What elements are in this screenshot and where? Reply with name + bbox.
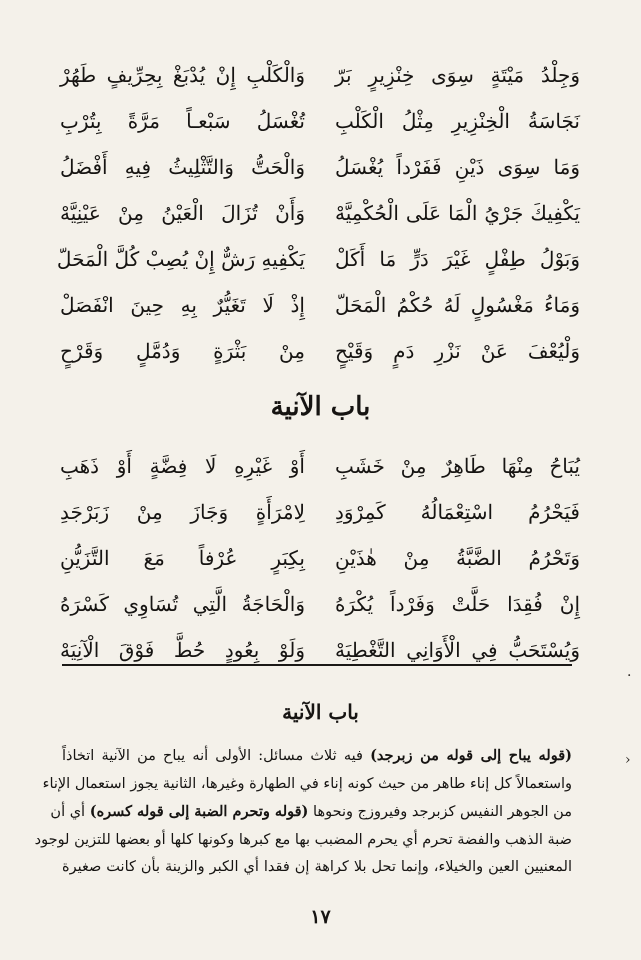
margin-mark: ·	[627, 668, 632, 684]
commentary-heading: باب الآنية	[282, 700, 359, 724]
verse-row	[60, 144, 580, 190]
verse-hemistich-right: إِنْ فُقِدَا حَلَّتْ وَفَرْداً يُكْرَهُ	[335, 592, 580, 616]
verse-hemistich-right: وَبَوْلُ طِفْلٍ غَيْرَ دَرٍّ مَا أَكَلْ	[335, 247, 580, 271]
verse-hemistich-right: وَيُسْتَحَبُّ فِي الْأَوَانِي التَّغْطِيَهْ	[335, 638, 580, 662]
verse-hemistich-right: يَكْفِيكَ جَرْيُ الْمَا عَلَى الْحُكْمِيَّهْ	[335, 201, 580, 225]
commentary-text	[34, 742, 572, 882]
verse-hemistich-right: وَمَا سِوَى ذَيْنِ فَفَرْداً يُغْسَلُ	[335, 155, 580, 179]
verse-hemistich-left: إِذْ لَا تَغَيُّرٌ بِهِ حِينَ انْفَصَلْ	[60, 293, 305, 317]
verse-block-1	[56, 52, 580, 374]
verse-row	[60, 627, 580, 673]
verse-row	[60, 190, 580, 236]
verse-hemistich-left: وَالْحَتُّ وَالتَّثْلِيثُ فِيهِ أَفْضَلُ	[60, 155, 305, 179]
verse-row	[60, 282, 580, 328]
verse-hemistich-left: لِامْرَأَةٍ وَجَازَ مِنْ زَبَرْجَدِ	[60, 500, 305, 524]
verse-hemistich-right: وَمَاءُ مَغْسُولٍ لَهُ حُكْمُ الْمَحَلّ	[335, 293, 580, 317]
verse-row	[60, 52, 580, 98]
commentary-quote: (قوله يباح إلى قوله من زبرجد)	[370, 747, 572, 764]
verse-row	[56, 236, 580, 282]
commentary-line	[62, 854, 572, 882]
commentary-quote: (قوله وتحرم الضبة إلى قوله كسره)	[89, 803, 309, 820]
verse-row	[60, 489, 580, 535]
verse-row	[60, 98, 580, 144]
verse-block-2	[60, 443, 580, 673]
verse-hemistich-right: وَتَحْرُمُ الضَّبَّةُ مِنْ هٰذَيْنِ	[335, 546, 580, 570]
divider-rule	[62, 664, 572, 666]
verse-hemistich-right: فَيَحْرُمُ اسْتِعْمَالُهُ كَمِرْوَدِ	[335, 500, 580, 524]
page-number: ١٧	[310, 906, 331, 928]
verse-hemistich-right: وَجِلْدُ مَيْتَةٍ سِوَى خِنْزِيرٍ بَرّ	[335, 63, 580, 87]
verse-hemistich-right: نَجَاسَةُ الْخِنْزِيرِ مِثْلُ الْكَلْبِ	[335, 109, 580, 133]
verse-hemistich-left: بِكِبَرٍ عُرْفاً مَعَ التَّزَيُّنِ	[60, 546, 305, 570]
verse-hemistich-left: يَكْفِيهِ رَشٌّ إِنْ يُصِبْ كُلَّ الْمَحَلّ	[56, 247, 305, 271]
commentary-line	[42, 771, 572, 799]
commentary-text-run: واستعمالاً كل إناء طاهر من حيث كونه إناء في الطهارة وغيرها، الثانية يجوز استعمال الإناء	[42, 775, 572, 792]
verse-row	[60, 535, 580, 581]
commentary-line	[50, 798, 572, 827]
verse-hemistich-right: يُبَاحُ مِنْهَا طَاهِرٌ مِنْ خَشَبِ	[335, 454, 580, 478]
section-heading: باب الآنية	[270, 392, 371, 422]
verse-row	[60, 581, 580, 627]
commentary-text-run: المعنيين العين والخيلاء، وإنما تحل بلا كراهة إن فقدا أي الكبر والزينة بأن كانت صغيرة	[62, 859, 572, 875]
verse-hemistich-left: تُغْسَلُ سَبْعـاً مَرَّةً بِتُرْبِ	[60, 109, 305, 133]
verse-hemistich-left: أَوْ غَيْرِهِ لَا فِضَّةٍ أَوْ ذَهَبِ	[60, 454, 305, 478]
verse-hemistich-left: وَالْكَلْبِ إِنْ يُدْبَغْ بِحِرِّيفٍ طَهُرْ	[60, 63, 305, 87]
verse-row	[60, 328, 580, 374]
verse-hemistich-left: وَالْحَاجَةُ الَّتِي تُسَاوِي كَسْرَهُ	[60, 592, 305, 616]
commentary-line	[34, 827, 572, 855]
verse-hemistich-left: وَأَنْ تُزَالَ الْعَيْنُ مِنْ عَيْنِيَّهْ	[60, 201, 305, 225]
commentary-text-run: ضبة الذهب والفضة تحرم أي يحرم المضبب بها مع كبرها وكونها كلها أو بعضها للتزين لوجود	[34, 831, 572, 848]
verse-hemistich-left: مِنْ بَثْرَةٍ وَدُمَّلٍ وَقَرْحٍ	[60, 339, 305, 363]
commentary-line	[62, 742, 572, 771]
commentary-text-run: أي أن	[50, 804, 90, 820]
verse-hemistich-left: وَلَوْ بِعُودٍ حُطَّ فَوْقَ الْآنِيَهْ	[60, 638, 305, 662]
margin-mark: ›	[625, 752, 631, 768]
verse-hemistich-right: وَلْيُعْفَ عَنْ نَزْرِ دَمٍ وَقَيْحٍ	[335, 339, 580, 363]
commentary-text-run: فيه ثلاث مسائل: الأولى أنه يباح من الآنية اتخاذاً	[62, 748, 371, 764]
verse-row	[60, 443, 580, 489]
commentary-text-run: من الجوهر النفيس كزبرجد وفيروزج ونحوها	[308, 804, 572, 820]
